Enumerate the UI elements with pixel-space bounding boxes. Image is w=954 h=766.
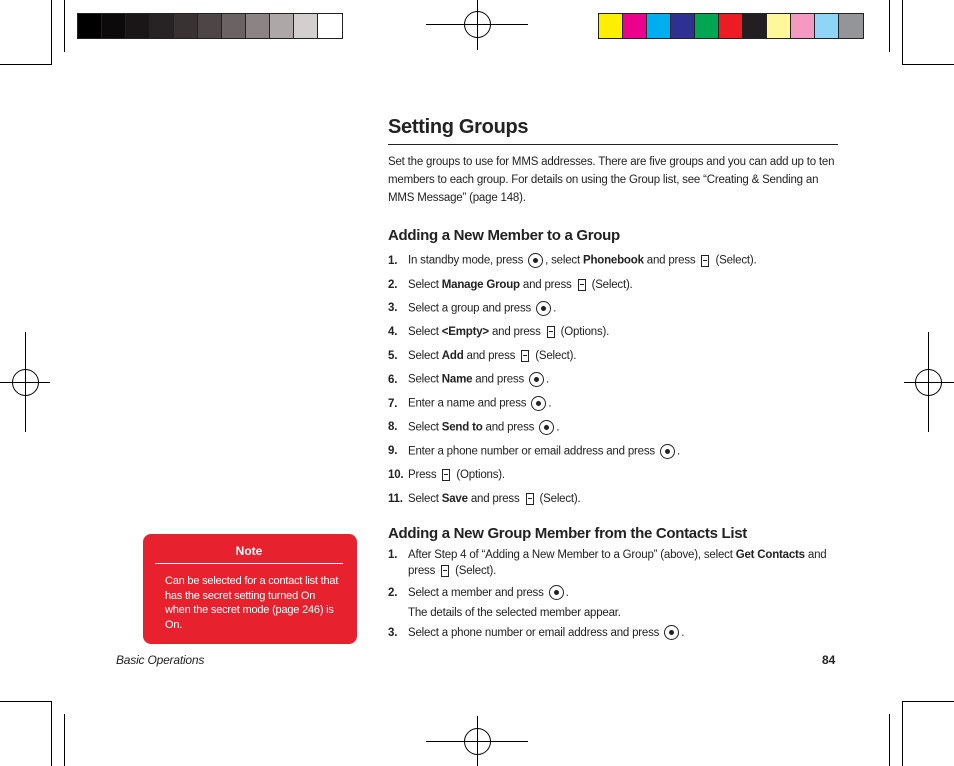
center-key-icon	[529, 372, 544, 387]
step-text: Press (Options).	[408, 469, 505, 482]
step-item	[388, 416, 838, 440]
step-number: 11.	[388, 492, 403, 505]
step-text: Select Save and press (Select).	[408, 492, 581, 505]
soft-key-icon	[442, 469, 450, 481]
menu-option-name: Add	[441, 350, 464, 363]
page-number: 84	[822, 653, 836, 667]
menu-option-name: Get Contacts	[735, 548, 805, 561]
note-body: Can be selected for a contact list that has the secret setting turned On when the secret mode (page 246) is On.	[165, 575, 339, 631]
color-swatch	[695, 14, 719, 38]
step-text: Select Name and press .	[408, 373, 549, 386]
section-title-contacts-list: Adding a New Group Member from the Contacts List	[388, 524, 747, 542]
step-item	[388, 625, 838, 641]
color-swatch	[839, 14, 863, 38]
menu-option-name: <Empty>	[441, 326, 489, 339]
section-title-add-member: Adding a New Member to a Group	[388, 227, 620, 244]
step-number: 3.	[388, 626, 398, 639]
color-swatch	[647, 14, 671, 38]
center-key-icon	[531, 396, 546, 411]
step-number: 9.	[388, 445, 398, 458]
step-text: Select a group and press .	[408, 302, 557, 315]
gray-swatch	[222, 14, 246, 38]
step-number: 2.	[388, 586, 398, 599]
color-swatch	[767, 14, 791, 38]
step-item	[388, 297, 838, 321]
menu-option-name: Send to	[441, 421, 483, 434]
step-number: 1.	[388, 548, 398, 561]
color-swatch	[671, 14, 695, 38]
step-text: Enter a name and press .	[408, 397, 552, 410]
center-key-icon	[549, 585, 564, 600]
gray-swatch	[78, 14, 102, 38]
step-item	[388, 320, 838, 344]
menu-option-name: Save	[441, 492, 468, 505]
intro-paragraph: Set the groups to use for MMS addresses. There are five groups and you can add up to ten members to each group. For details on using the Group list, see “Creating & Sending an MMS Message” (page 148).	[388, 156, 835, 204]
step-number: 3.	[388, 302, 398, 315]
step-item	[388, 392, 838, 416]
note-box	[143, 534, 357, 644]
steps-contacts-list	[388, 547, 838, 641]
main-content	[388, 116, 838, 647]
center-key-icon	[539, 420, 554, 435]
color-swatch	[791, 14, 815, 38]
soft-key-icon	[526, 493, 534, 505]
step-text: Select Send to and press .	[408, 421, 560, 434]
step-item	[388, 487, 838, 511]
soft-key-icon	[521, 350, 529, 362]
step-number: 6.	[388, 373, 398, 386]
step-text: Select a member and press .	[408, 586, 569, 599]
step-text: Select a phone number or email address and press .	[408, 626, 685, 639]
center-key-icon	[660, 444, 675, 459]
soft-key-icon	[578, 279, 586, 291]
color-swatch	[719, 14, 743, 38]
grayscale-color-bar	[77, 13, 343, 39]
gray-swatch	[150, 14, 174, 38]
step-number: 5.	[388, 350, 398, 363]
color-swatch	[599, 14, 623, 38]
step-item	[388, 585, 838, 601]
step-item	[388, 344, 838, 368]
step-result-text: The details of the selected member appear.	[408, 606, 621, 619]
step-item	[388, 249, 838, 273]
gray-swatch	[198, 14, 222, 38]
note-title: Note	[155, 544, 343, 564]
step-text: Select Add and press (Select).	[408, 350, 577, 363]
center-key-icon	[528, 253, 543, 268]
step-text: After Step 4 of “Adding a New Member to a Group” (above), select Get Contacts and press (Select).	[408, 548, 827, 577]
steps-add-member	[388, 249, 838, 511]
gray-swatch	[174, 14, 198, 38]
step-number: 1.	[388, 254, 398, 267]
step-item	[388, 273, 838, 297]
step-text: In standby mode, press , select Phonebook and press (Select).	[408, 254, 757, 267]
step-number: 2.	[388, 278, 398, 291]
footer-section-name: Basic Operations	[116, 653, 205, 667]
soft-key-icon	[441, 565, 449, 577]
step-item	[388, 439, 838, 463]
step-number: 7.	[388, 397, 398, 410]
soft-key-icon	[547, 326, 555, 338]
color-swatch	[623, 14, 647, 38]
process-color-bar	[598, 13, 864, 39]
gray-swatch	[270, 14, 294, 38]
menu-option-name: Phonebook	[582, 254, 644, 267]
gray-swatch	[294, 14, 318, 38]
step-item	[388, 547, 838, 579]
gray-swatch	[126, 14, 150, 38]
color-swatch	[815, 14, 839, 38]
gray-swatch	[318, 14, 342, 38]
menu-option-name: Manage Group	[441, 278, 520, 291]
menu-option-name: Name	[441, 373, 473, 386]
gray-swatch	[102, 14, 126, 38]
step-number: 10.	[388, 469, 404, 482]
gray-swatch	[246, 14, 270, 38]
page-title: Setting Groups	[388, 116, 838, 145]
step-text: Select <Empty> and press (Options).	[408, 326, 610, 339]
step-text: Select Manage Group and press (Select).	[408, 278, 633, 291]
soft-key-icon	[701, 255, 709, 267]
color-swatch	[743, 14, 767, 38]
step-number: 4.	[388, 326, 398, 339]
step-item	[388, 463, 838, 487]
step-number: 8.	[388, 421, 398, 434]
step-item	[388, 368, 838, 392]
step-text: Enter a phone number or email address and press .	[408, 445, 680, 458]
center-key-icon	[536, 301, 551, 316]
center-key-icon	[664, 625, 679, 640]
